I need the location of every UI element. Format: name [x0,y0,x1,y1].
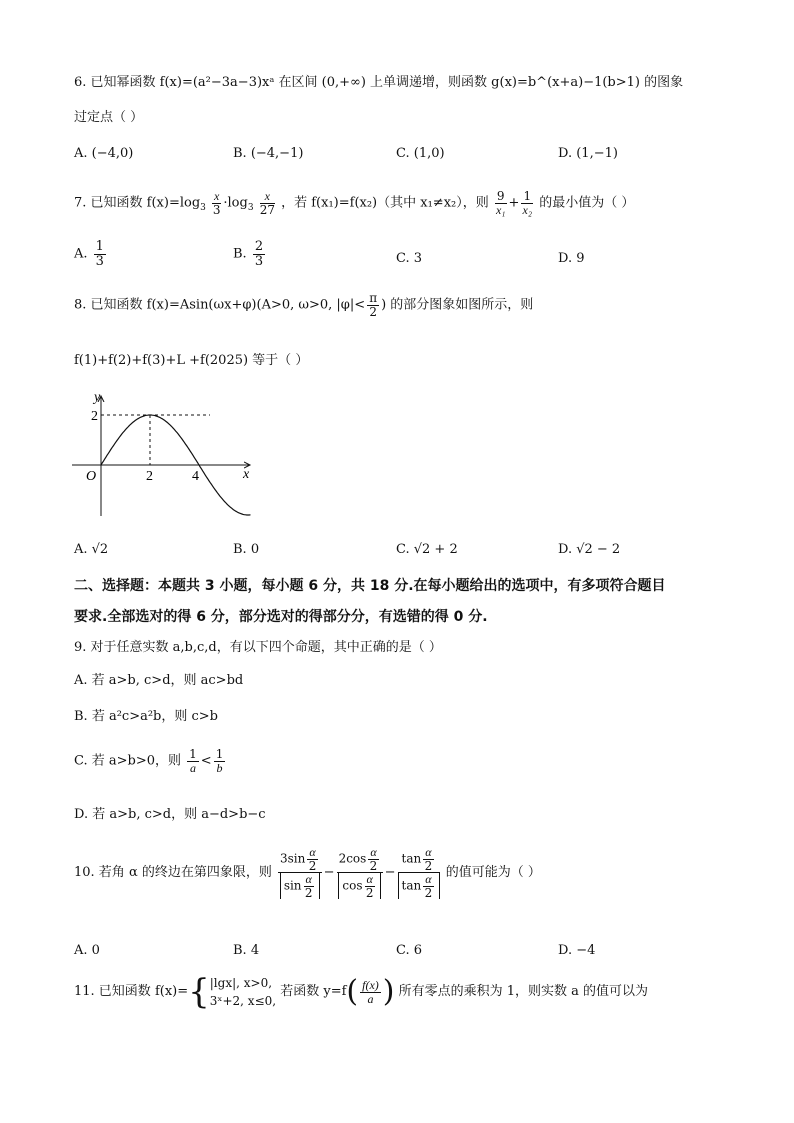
q6-stem-line2: 过定点（ ） [74,110,144,125]
q9-c-frac-1-b: $\frac{1}{b}$ [215,747,224,775]
y-tick-2: 2 [91,409,98,424]
q7-option-a: A. $\frac{1}{3}$ [74,239,104,269]
q8-option-a: A. √2 [74,542,109,557]
x-tick-2: 2 [146,469,153,484]
q10-option-b: B. 4 [233,943,260,958]
q8-pi-over-2: $\frac{\pi}{2}$ [369,291,378,319]
q9-option-a: A. 若 a>b, c>d，则 ac>bd [74,673,244,688]
x-tick-4: 4 [192,469,199,484]
q6-option-d: D. (1,−1) [558,146,618,161]
q10-option-c: C. 6 [396,943,423,958]
x-axis-label: x [243,467,250,482]
q9-stem: 9. 对于任意实数 a,b,c,d，有以下四个命题，其中正确的是（ ） [74,640,442,655]
q10-term-sin: 3sin $\frac{\alpha}{2}$ sin $\frac{\alpha}{2}$ [278,846,322,899]
q6-option-b: B. (−4,−1) [233,146,304,161]
q10-option-a: A. 0 [74,943,100,958]
q9-option-d: D. 若 a>b, c>d，则 a−d>b−c [74,807,266,822]
q9-option-b: B. 若 a²c>a²b，则 c>b [74,709,218,724]
q11-stem: 11. 已知函数 f(x)={ |lgx|, x>0, 3ˣ+2, x≤0, 若函数 y=f( $\frac{f(x)}{a}$ ) 所有零点的乘积为 1，则实数 a 的值可以为 [74,972,649,1012]
q7-frac-1-x2: $\frac{1}{\text{x₂}}$ [522,189,532,217]
q10-term-cos: 2cos $\frac{\alpha}{2}$ cos $\frac{\alpha}{2}$ [337,846,383,899]
section2-heading-line1: 二、选择题：本题共 3 小题，每小题 6 分，共 18 分.在每小题给出的选项中，有多项符合题目 [74,578,666,594]
q7-prefix: 7. 已知函数 f(x)=log [74,195,201,211]
q7-frac-9-x1: $\frac{9}{\text{x₁}}$ [495,189,506,217]
origin-label: O [86,469,97,484]
q7-suffix: 的最小值为（ ） [539,195,635,211]
y-axis-label: y [94,390,101,405]
q7-middle: ，若 f(x₁)=f(x₂)（其中 x₁≠x₂），则 [281,195,489,211]
q9-option-c: C. 若 a>b>0，则 $\frac{1}{a}$ < $\frac{1}{b}$ [74,747,224,775]
q7-option-c: C. 3 [396,251,423,266]
q11-frac-fx-a: $\frac{f(x)}{a}$ [362,977,379,1006]
q7-frac-x-27: $\frac{x}{27}$ [259,189,275,217]
q8-stem-line1: 8. 已知函数 f(x)=Asin(ωx+φ)(A>0, ω>0, |φ|< $\frac{\pi}{2}$ ) 的部分图象如图所示，则 [74,291,534,319]
section2-heading-line2: 要求.全部选对的得 6 分，部分选对的得部分分，有选错的得 0 分. [74,609,488,625]
q7-frac-x-3: $\frac{x}{3}$ [212,189,221,217]
q10-stem: 10. 若角 α 的终边在第四象限，则 3sin $\frac{\alpha}{2}$ sin $\frac{\alpha}{2}$ − 2cos $\frac{\alpha}{2}$ cos $\frac{\alpha}{2}$ − tan $\frac{\alpha}{2}$ tan $\frac{\alpha}{2}$ 的值可能为（ ） [74,845,541,900]
q8-stem-line2: f(1)+f(2)+f(3)+L +f(2025) 等于（ ） [74,353,309,368]
q8-option-b: B. 0 [233,542,260,557]
q7-option-a-frac: $\frac{1}{3}$ [95,239,104,269]
q6-option-c: C. (1,0) [396,146,445,161]
q10-term-tan: tan $\frac{\alpha}{2}$ tan $\frac{\alpha}{2}$ [398,846,440,899]
q8-option-d: D. √2 − 2 [558,542,621,557]
q7-stem: 7. 已知函数 $f(x)=\log_3$ $\frac{x}{3}$ $\cdot\log_3$ $\frac{x}{27}$ ，若 f(x₁)=f(x₂)（其中 x₁≠x₂），则 $\frac{9}{\text{x₁}}$ + $\frac{1}{\text{x₂}}$ 的最小值为（ ） [74,189,635,217]
q7-option-b: B. $\frac{2}{3}$ [233,239,264,269]
q11-piecewise: |lgx|, x>0, 3ˣ+2, x≤0, [209,976,277,1008]
q7-option-b-frac: $\frac{2}{3}$ [254,239,264,269]
q6-option-a: A. (−4,0) [74,146,134,161]
q9-c-frac-1-a: $\frac{1}{a}$ [189,747,197,775]
q8-sine-graph [60,388,260,523]
q10-option-d: D. −4 [558,943,596,958]
q6-stem-line1: 6. 已知幂函数 f(x)=(a²−3a−3)xᵃ 在区间 (0,+∞) 上单调递增，则函数 g(x)=b^(x+a)−1(b>1) 的图象 [74,75,684,90]
q7-option-d: D. 9 [558,251,585,266]
q8-option-c: C. √2 + 2 [396,542,458,557]
